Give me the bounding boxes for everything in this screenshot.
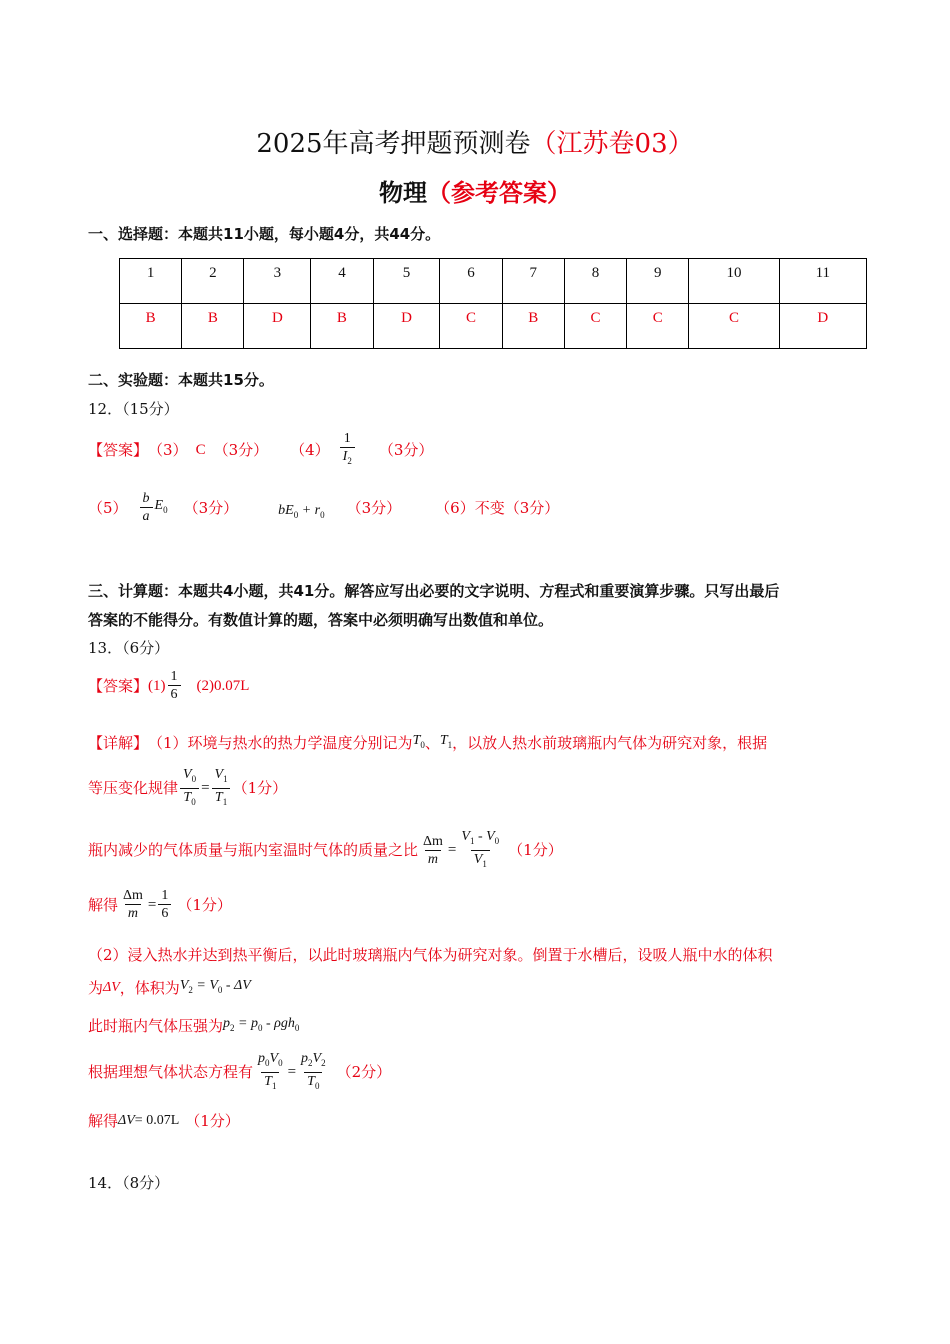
- equation-fraction: [120, 887, 146, 922]
- fraction-numerator: Δm: [123, 888, 143, 903]
- table-cell: B: [502, 304, 564, 349]
- subscript: 0: [265, 1057, 270, 1068]
- detail-text: 解得: [88, 895, 119, 914]
- math-value: = 0.07L: [134, 1113, 180, 1128]
- math-symbol: T: [214, 789, 223, 805]
- part4-label: （4）: [290, 440, 330, 459]
- equals-sign: =: [147, 896, 157, 913]
- table-cell: B: [182, 304, 244, 349]
- math-symbol: = V: [192, 978, 218, 993]
- math-symbol: T: [439, 733, 448, 748]
- table-cell: 11: [779, 259, 866, 304]
- subscript: 1: [469, 835, 475, 846]
- subscript: 0: [494, 835, 500, 846]
- q12-answer-line1: [88, 430, 433, 470]
- equals-sign: =: [201, 780, 210, 797]
- detail-text: ，以放人热水前玻璃瓶内气体为研究对象，根据: [452, 733, 768, 752]
- q13-answer-part2: (2)0.07L: [196, 677, 250, 694]
- detail-text: 等压变化规律: [88, 779, 179, 798]
- fraction-numerator: b: [142, 491, 150, 507]
- answer-tag: 【答案】: [88, 440, 149, 459]
- table-cell: D: [779, 304, 866, 349]
- subscript: 1: [447, 739, 453, 750]
- q12-answer-line2: [88, 490, 559, 526]
- table-cell: C: [689, 304, 779, 349]
- page-title: [0, 124, 950, 164]
- subscript: 0: [420, 739, 425, 750]
- table-cell: 5: [373, 259, 440, 304]
- detail-text: ，体积为: [119, 978, 180, 997]
- fraction-denominator: 6: [168, 685, 181, 703]
- math-symbol: ΔV: [103, 979, 120, 995]
- detail-line4: [88, 887, 232, 922]
- detail-text: 此时瓶内气体压强为: [88, 1016, 224, 1035]
- q13-answer-part1: (1): [148, 677, 166, 694]
- math-symbol: V: [214, 767, 224, 782]
- table-cell: C: [627, 304, 689, 349]
- part4-score: （3分）: [378, 440, 434, 459]
- fraction-numerator: 1: [161, 888, 169, 903]
- section3-heading-line1: 三、计算题：本题共4小题，共41分。解答应写出必要的文字说明、方程式和重要演算步骤。只写出最后: [88, 582, 780, 600]
- title-main: 2025年高考押题预测卷: [256, 129, 531, 159]
- equation-fraction: [255, 1050, 286, 1095]
- detail-line3: [88, 828, 563, 873]
- table-cell: 3: [244, 259, 311, 304]
- part3-label: （3）: [148, 440, 188, 459]
- page-subtitle: [0, 173, 950, 213]
- detail-tag: 【详解】: [88, 733, 149, 752]
- section1-heading: 一、选择题：本题共11小题，每小题4分，共44分。: [88, 225, 441, 243]
- math-symbol: ΔV: [118, 1113, 135, 1128]
- math-symbol: p: [301, 1051, 309, 1066]
- detail-line1: [88, 730, 767, 756]
- subscript: 0: [293, 509, 299, 520]
- title-paper-code: （江苏卷03）: [530, 129, 694, 159]
- table-cell: C: [440, 304, 502, 349]
- table-cell: D: [244, 304, 311, 349]
- equation-fraction: [420, 833, 446, 868]
- subtitle-note: （参考答案）: [427, 178, 571, 207]
- fraction-numerator: 1: [343, 431, 351, 446]
- subscript: 0: [278, 1057, 283, 1068]
- math-symbol: V: [473, 851, 483, 867]
- subtitle-subject: 物理: [379, 178, 427, 207]
- subscript: 2: [321, 1057, 326, 1068]
- table-cell: 6: [440, 259, 502, 304]
- math-symbol: - ρgh: [262, 1016, 295, 1031]
- part3-answer: C: [195, 441, 206, 458]
- answer-table-answer-row: [120, 304, 867, 349]
- math-symbol: V: [183, 767, 192, 782]
- math-symbol: T: [412, 733, 421, 748]
- detail-line7: [88, 1050, 391, 1095]
- equation-fraction: [458, 828, 502, 873]
- detail-text: （1）环境与热水的热力学温度分别记为: [148, 733, 413, 752]
- subscript: 0: [294, 1022, 300, 1033]
- detail-text: 根据理想气体状态方程有: [88, 1063, 254, 1082]
- fraction-denominator: m: [425, 850, 441, 868]
- section3-heading-line2: 答案的不能得分。有数值计算的题，答案中必须明确写出数值和单位。: [88, 611, 554, 629]
- detail-line5b: [88, 975, 251, 1001]
- equals-sign: =: [447, 842, 457, 859]
- part5-factor: E: [154, 498, 164, 513]
- math-symbol: = p: [234, 1016, 258, 1031]
- fraction-denominator: a: [140, 507, 153, 525]
- table-cell: 1: [120, 259, 182, 304]
- q13-answer-fraction: [168, 668, 181, 703]
- math-symbol: V: [179, 978, 189, 993]
- equals-sign: =: [287, 1064, 297, 1081]
- table-cell: 7: [502, 259, 564, 304]
- fraction-denominator: m: [125, 904, 141, 922]
- subscript: 1: [222, 796, 228, 807]
- math-symbol: - ΔV: [222, 978, 251, 993]
- q14-label: 14．（8分）: [88, 1174, 170, 1192]
- math-symbol: T: [264, 1073, 272, 1089]
- section2-heading: 二、实验题：本题共15分。: [88, 371, 274, 389]
- subscript: 0: [191, 796, 196, 807]
- detail-text: 瓶内减少的气体质量与瓶内室温时气体的质量之比: [88, 841, 419, 860]
- table-cell: 10: [689, 259, 779, 304]
- subscript: 0: [217, 984, 223, 995]
- table-cell: 8: [564, 259, 626, 304]
- detail-line5: （2）浸入热水并达到热平衡后，以此时玻璃瓶内气体为研究对象。倒置于水槽后，设吸人瓶中水的体积: [88, 946, 773, 964]
- math-symbol: T: [307, 1073, 315, 1089]
- table-cell: B: [311, 304, 373, 349]
- table-cell: B: [120, 304, 182, 349]
- math-symbol: V: [312, 1051, 322, 1066]
- subscript: 0: [320, 509, 325, 520]
- detail-line2: [88, 766, 287, 811]
- math-symbol: p: [258, 1051, 266, 1066]
- q12-label: 12．（15分）: [88, 400, 179, 418]
- detail-line6: [88, 1013, 299, 1039]
- part6-answer: （6）不变（3分）: [435, 498, 560, 517]
- subscript: 0: [163, 504, 168, 515]
- subscript: 0: [257, 1022, 263, 1033]
- equation-fraction: [212, 766, 231, 811]
- subscript: 0: [314, 1080, 320, 1091]
- detail-text: 解得: [88, 1112, 119, 1130]
- math-symbol: - V: [474, 829, 495, 844]
- score: （2分）: [336, 1063, 392, 1082]
- score: （1分）: [185, 1112, 240, 1130]
- part5-fraction: [140, 490, 153, 525]
- table-cell: 9: [627, 259, 689, 304]
- detail-text: 为: [88, 978, 104, 997]
- fraction-denominator: 6: [158, 904, 171, 922]
- part5-score: （3分）: [183, 498, 239, 517]
- q13-label: 13．（6分）: [88, 639, 170, 657]
- subscript: 2: [308, 1057, 313, 1068]
- math-symbol: p: [223, 1016, 231, 1031]
- answer-table: [119, 258, 867, 349]
- table-cell: D: [373, 304, 440, 349]
- equation-fraction: [180, 766, 199, 811]
- part5-label: （5）: [88, 498, 128, 517]
- part5-expression: [278, 500, 324, 526]
- table-cell: C: [564, 304, 626, 349]
- part4-fraction: [340, 430, 355, 470]
- subscript: 2: [347, 455, 352, 466]
- detail-line8: [88, 1110, 240, 1132]
- subscript: 1: [223, 773, 228, 784]
- subscript: 0: [191, 773, 197, 784]
- fraction-numerator: Δm: [423, 833, 443, 849]
- subscript: 1: [482, 858, 487, 869]
- score: （1分）: [508, 841, 563, 860]
- math-symbol: V: [461, 829, 470, 844]
- equation-fraction: [158, 887, 171, 922]
- math-symbol: T: [183, 789, 192, 805]
- separator: 、: [424, 733, 440, 752]
- part5b-score: （3分）: [346, 498, 402, 517]
- subscript: 1: [271, 1080, 277, 1091]
- fraction-denominator: I: [342, 449, 348, 464]
- q13-answer: [88, 668, 249, 703]
- fraction-numerator: 1: [170, 669, 178, 684]
- expr-term: bE: [278, 503, 294, 518]
- score: （1分）: [177, 895, 232, 914]
- table-cell: 4: [311, 259, 373, 304]
- part3-score: （3分）: [213, 440, 269, 459]
- table-cell: 2: [182, 259, 244, 304]
- answer-tag: 【答案】: [88, 676, 149, 695]
- equation-fraction: [298, 1050, 329, 1095]
- math-symbol: V: [269, 1051, 279, 1066]
- score: （1分）: [232, 779, 288, 798]
- answer-table-number-row: [120, 259, 867, 304]
- subscript: 2: [230, 1022, 235, 1033]
- subscript: 2: [188, 984, 193, 995]
- expr-term: + r: [298, 503, 321, 518]
